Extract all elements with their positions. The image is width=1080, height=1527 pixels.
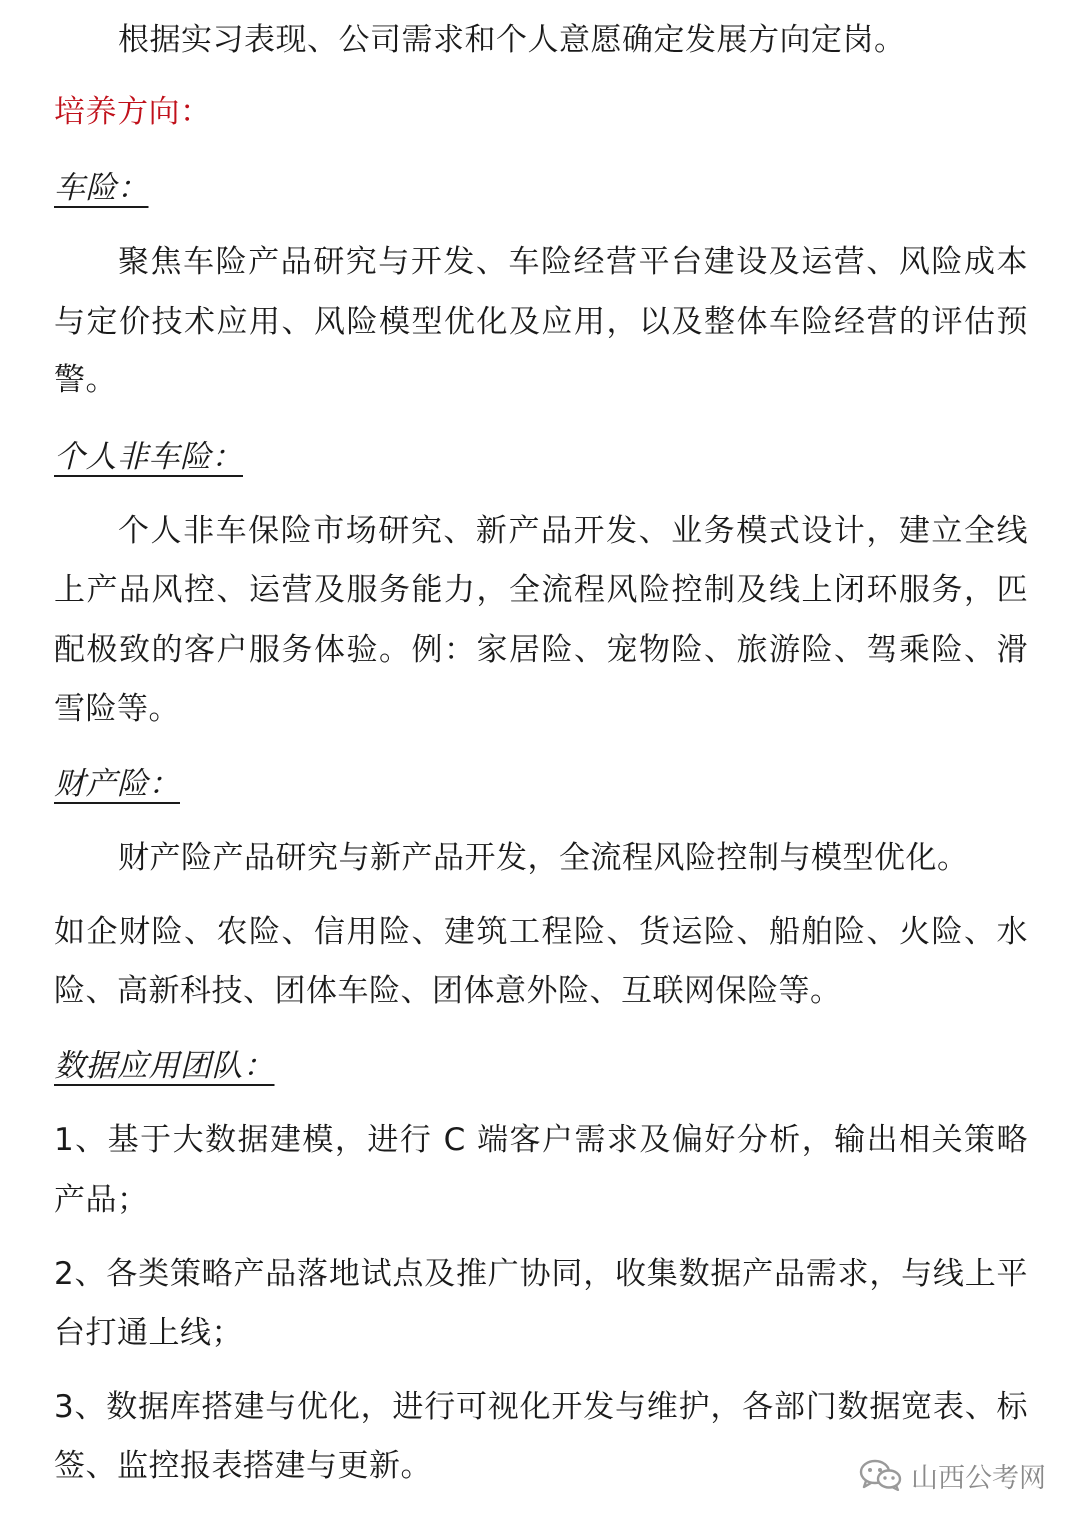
section-property-line: 如企财险、农险、信用险、建筑工程险、货运险、船舶险、火险、水 — [54, 914, 1028, 950]
section-property-line: 财产险产品研究与新产品开发，全流程风险控制与模型优化。 — [118, 840, 969, 876]
section-personal-title: 个人非车险： — [54, 439, 243, 475]
section-personal-heading — [54, 437, 1034, 477]
watermark-text: 山西公考网 — [911, 1462, 1046, 1494]
section-auto-title: 车险： — [54, 170, 149, 206]
wechat-icon — [859, 1459, 903, 1491]
section-auto-line: 聚焦车险产品研究与开发、车险经营平台建设及运营、风险成本 — [118, 244, 1028, 280]
section-auto-line: 与定价技术应用、风险模型优化及应用，以及整体车险经营的评估预 — [54, 304, 1028, 340]
section-data-team-line: 3、数据库搭建与优化，进行可视化开发与维护，各部门数据宽表、标 — [54, 1389, 1028, 1425]
watermark — [859, 1455, 1046, 1495]
section-property-heading — [54, 764, 1034, 804]
section-auto-heading — [54, 168, 1034, 208]
section-auto-line: 警。 — [54, 362, 117, 398]
section-property-title: 财产险： — [54, 766, 180, 802]
section-data-team-line: 签、监控报表搭建与更新。 — [54, 1448, 432, 1484]
section-personal-line: 上产品风控、运营及服务能力，全流程风险控制及线上闭环服务，匹 — [54, 572, 1028, 608]
section-data-team-line: 台打通上线； — [54, 1315, 243, 1351]
section-property-line: 险、高新科技、团体车险、团体意外险、互联网保险等。 — [54, 973, 842, 1009]
section-personal-line: 雪险等。 — [54, 691, 180, 727]
section-data-team-line: 1、基于大数据建模，进行 C 端客户需求及偏好分析，输出相关策略 — [54, 1122, 1028, 1158]
training-direction-heading: 培养方向： — [54, 94, 212, 130]
section-personal-line: 配极致的客户服务体验。例：家居险、宠物险、旅游险、驾乘险、滑 — [54, 632, 1028, 668]
section-data-team-line: 2、各类策略产品落地试点及推广协同，收集数据产品需求，与线上平 — [54, 1256, 1028, 1292]
section-personal-line: 个人非车保险市场研究、新产品开发、业务模式设计，建立全线 — [118, 513, 1028, 549]
section-data-team-line: 产品； — [54, 1182, 149, 1218]
section-data-team-heading — [54, 1046, 1034, 1086]
intro-paragraph: 根据实习表现、公司需求和个人意愿确定发展方向定岗。 — [118, 22, 906, 58]
section-data-team-title: 数据应用团队： — [54, 1048, 275, 1084]
